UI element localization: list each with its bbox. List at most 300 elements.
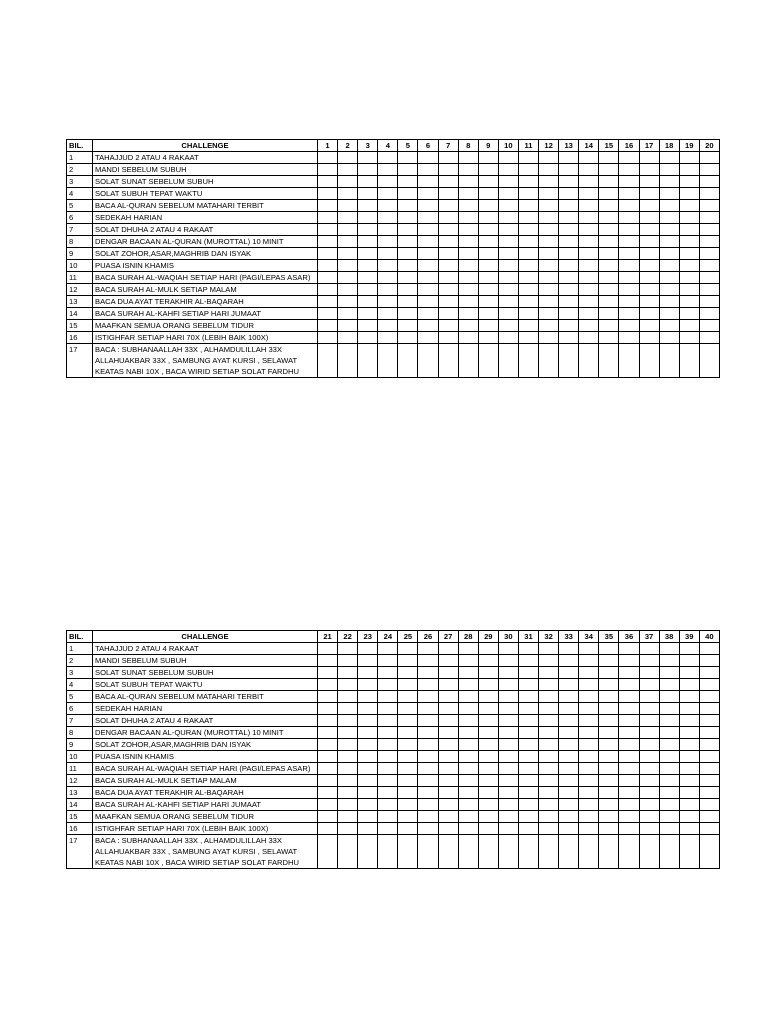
- day-checkbox-cell[interactable]: [639, 799, 659, 811]
- day-checkbox-cell[interactable]: [699, 823, 719, 835]
- day-checkbox-cell[interactable]: [438, 152, 458, 164]
- day-checkbox-cell[interactable]: [398, 236, 418, 248]
- day-checkbox-cell[interactable]: [619, 799, 639, 811]
- day-checkbox-cell[interactable]: [539, 248, 559, 260]
- day-checkbox-cell[interactable]: [679, 320, 699, 332]
- day-checkbox-cell[interactable]: [358, 188, 378, 200]
- day-checkbox-cell[interactable]: [599, 236, 619, 248]
- day-checkbox-cell[interactable]: [318, 679, 338, 691]
- day-checkbox-cell[interactable]: [559, 703, 579, 715]
- day-checkbox-cell[interactable]: [458, 188, 478, 200]
- day-checkbox-cell[interactable]: [378, 715, 398, 727]
- day-checkbox-cell[interactable]: [539, 667, 559, 679]
- day-checkbox-cell[interactable]: [619, 272, 639, 284]
- day-checkbox-cell[interactable]: [478, 775, 498, 787]
- day-checkbox-cell[interactable]: [699, 272, 719, 284]
- day-checkbox-cell[interactable]: [338, 320, 358, 332]
- day-checkbox-cell[interactable]: [679, 344, 699, 378]
- day-checkbox-cell[interactable]: [579, 296, 599, 308]
- day-checkbox-cell[interactable]: [318, 188, 338, 200]
- day-checkbox-cell[interactable]: [458, 703, 478, 715]
- day-checkbox-cell[interactable]: [539, 655, 559, 667]
- day-checkbox-cell[interactable]: [418, 188, 438, 200]
- day-checkbox-cell[interactable]: [539, 224, 559, 236]
- day-checkbox-cell[interactable]: [679, 164, 699, 176]
- day-checkbox-cell[interactable]: [518, 715, 538, 727]
- day-checkbox-cell[interactable]: [438, 284, 458, 296]
- day-checkbox-cell[interactable]: [498, 835, 518, 869]
- day-checkbox-cell[interactable]: [679, 715, 699, 727]
- day-checkbox-cell[interactable]: [679, 284, 699, 296]
- day-checkbox-cell[interactable]: [458, 176, 478, 188]
- day-checkbox-cell[interactable]: [398, 823, 418, 835]
- day-checkbox-cell[interactable]: [518, 643, 538, 655]
- day-checkbox-cell[interactable]: [358, 164, 378, 176]
- day-checkbox-cell[interactable]: [358, 224, 378, 236]
- day-checkbox-cell[interactable]: [318, 296, 338, 308]
- day-checkbox-cell[interactable]: [699, 763, 719, 775]
- day-checkbox-cell[interactable]: [318, 248, 338, 260]
- day-checkbox-cell[interactable]: [338, 212, 358, 224]
- day-checkbox-cell[interactable]: [699, 739, 719, 751]
- day-checkbox-cell[interactable]: [539, 152, 559, 164]
- day-checkbox-cell[interactable]: [358, 176, 378, 188]
- day-checkbox-cell[interactable]: [599, 164, 619, 176]
- day-checkbox-cell[interactable]: [539, 164, 559, 176]
- day-checkbox-cell[interactable]: [679, 224, 699, 236]
- day-checkbox-cell[interactable]: [579, 679, 599, 691]
- day-checkbox-cell[interactable]: [378, 835, 398, 869]
- day-checkbox-cell[interactable]: [699, 344, 719, 378]
- day-checkbox-cell[interactable]: [579, 212, 599, 224]
- day-checkbox-cell[interactable]: [599, 799, 619, 811]
- day-checkbox-cell[interactable]: [559, 332, 579, 344]
- day-checkbox-cell[interactable]: [358, 835, 378, 869]
- day-checkbox-cell[interactable]: [318, 739, 338, 751]
- day-checkbox-cell[interactable]: [378, 164, 398, 176]
- day-checkbox-cell[interactable]: [699, 655, 719, 667]
- day-checkbox-cell[interactable]: [699, 320, 719, 332]
- day-checkbox-cell[interactable]: [318, 823, 338, 835]
- day-checkbox-cell[interactable]: [579, 236, 599, 248]
- day-checkbox-cell[interactable]: [358, 248, 378, 260]
- day-checkbox-cell[interactable]: [599, 655, 619, 667]
- day-checkbox-cell[interactable]: [559, 320, 579, 332]
- day-checkbox-cell[interactable]: [659, 655, 679, 667]
- day-checkbox-cell[interactable]: [599, 835, 619, 869]
- day-checkbox-cell[interactable]: [318, 835, 338, 869]
- day-checkbox-cell[interactable]: [378, 691, 398, 703]
- day-checkbox-cell[interactable]: [358, 296, 378, 308]
- day-checkbox-cell[interactable]: [619, 691, 639, 703]
- day-checkbox-cell[interactable]: [358, 320, 378, 332]
- day-checkbox-cell[interactable]: [539, 751, 559, 763]
- day-checkbox-cell[interactable]: [358, 775, 378, 787]
- day-checkbox-cell[interactable]: [338, 679, 358, 691]
- day-checkbox-cell[interactable]: [659, 727, 679, 739]
- day-checkbox-cell[interactable]: [679, 212, 699, 224]
- day-checkbox-cell[interactable]: [559, 200, 579, 212]
- day-checkbox-cell[interactable]: [639, 727, 659, 739]
- day-checkbox-cell[interactable]: [699, 248, 719, 260]
- day-checkbox-cell[interactable]: [579, 284, 599, 296]
- day-checkbox-cell[interactable]: [699, 691, 719, 703]
- day-checkbox-cell[interactable]: [478, 799, 498, 811]
- day-checkbox-cell[interactable]: [619, 703, 639, 715]
- day-checkbox-cell[interactable]: [599, 811, 619, 823]
- day-checkbox-cell[interactable]: [338, 200, 358, 212]
- day-checkbox-cell[interactable]: [498, 332, 518, 344]
- day-checkbox-cell[interactable]: [559, 763, 579, 775]
- day-checkbox-cell[interactable]: [659, 260, 679, 272]
- day-checkbox-cell[interactable]: [338, 272, 358, 284]
- day-checkbox-cell[interactable]: [318, 727, 338, 739]
- day-checkbox-cell[interactable]: [358, 799, 378, 811]
- day-checkbox-cell[interactable]: [518, 727, 538, 739]
- day-checkbox-cell[interactable]: [378, 655, 398, 667]
- day-checkbox-cell[interactable]: [599, 763, 619, 775]
- day-checkbox-cell[interactable]: [498, 188, 518, 200]
- day-checkbox-cell[interactable]: [358, 212, 378, 224]
- day-checkbox-cell[interactable]: [398, 703, 418, 715]
- day-checkbox-cell[interactable]: [478, 715, 498, 727]
- day-checkbox-cell[interactable]: [659, 691, 679, 703]
- day-checkbox-cell[interactable]: [318, 667, 338, 679]
- day-checkbox-cell[interactable]: [659, 176, 679, 188]
- day-checkbox-cell[interactable]: [358, 200, 378, 212]
- day-checkbox-cell[interactable]: [438, 643, 458, 655]
- day-checkbox-cell[interactable]: [639, 332, 659, 344]
- day-checkbox-cell[interactable]: [358, 823, 378, 835]
- day-checkbox-cell[interactable]: [579, 272, 599, 284]
- day-checkbox-cell[interactable]: [579, 715, 599, 727]
- day-checkbox-cell[interactable]: [458, 811, 478, 823]
- day-checkbox-cell[interactable]: [559, 272, 579, 284]
- day-checkbox-cell[interactable]: [518, 320, 538, 332]
- day-checkbox-cell[interactable]: [579, 787, 599, 799]
- day-checkbox-cell[interactable]: [639, 152, 659, 164]
- day-checkbox-cell[interactable]: [438, 751, 458, 763]
- day-checkbox-cell[interactable]: [639, 667, 659, 679]
- day-checkbox-cell[interactable]: [579, 763, 599, 775]
- day-checkbox-cell[interactable]: [418, 236, 438, 248]
- day-checkbox-cell[interactable]: [639, 811, 659, 823]
- day-checkbox-cell[interactable]: [318, 308, 338, 320]
- day-checkbox-cell[interactable]: [579, 164, 599, 176]
- day-checkbox-cell[interactable]: [579, 224, 599, 236]
- day-checkbox-cell[interactable]: [579, 176, 599, 188]
- day-checkbox-cell[interactable]: [679, 727, 699, 739]
- day-checkbox-cell[interactable]: [559, 164, 579, 176]
- day-checkbox-cell[interactable]: [559, 212, 579, 224]
- day-checkbox-cell[interactable]: [378, 703, 398, 715]
- day-checkbox-cell[interactable]: [539, 320, 559, 332]
- day-checkbox-cell[interactable]: [518, 200, 538, 212]
- day-checkbox-cell[interactable]: [458, 212, 478, 224]
- day-checkbox-cell[interactable]: [418, 344, 438, 378]
- day-checkbox-cell[interactable]: [619, 739, 639, 751]
- day-checkbox-cell[interactable]: [438, 236, 458, 248]
- day-checkbox-cell[interactable]: [699, 164, 719, 176]
- day-checkbox-cell[interactable]: [599, 296, 619, 308]
- day-checkbox-cell[interactable]: [418, 763, 438, 775]
- day-checkbox-cell[interactable]: [579, 200, 599, 212]
- day-checkbox-cell[interactable]: [438, 727, 458, 739]
- day-checkbox-cell[interactable]: [478, 224, 498, 236]
- day-checkbox-cell[interactable]: [539, 691, 559, 703]
- day-checkbox-cell[interactable]: [659, 667, 679, 679]
- day-checkbox-cell[interactable]: [599, 679, 619, 691]
- day-checkbox-cell[interactable]: [318, 284, 338, 296]
- day-checkbox-cell[interactable]: [639, 691, 659, 703]
- day-checkbox-cell[interactable]: [559, 667, 579, 679]
- day-checkbox-cell[interactable]: [619, 200, 639, 212]
- day-checkbox-cell[interactable]: [458, 763, 478, 775]
- day-checkbox-cell[interactable]: [378, 679, 398, 691]
- day-checkbox-cell[interactable]: [318, 703, 338, 715]
- day-checkbox-cell[interactable]: [458, 320, 478, 332]
- day-checkbox-cell[interactable]: [579, 751, 599, 763]
- day-checkbox-cell[interactable]: [518, 655, 538, 667]
- day-checkbox-cell[interactable]: [599, 152, 619, 164]
- day-checkbox-cell[interactable]: [559, 152, 579, 164]
- day-checkbox-cell[interactable]: [498, 308, 518, 320]
- day-checkbox-cell[interactable]: [378, 332, 398, 344]
- day-checkbox-cell[interactable]: [539, 715, 559, 727]
- day-checkbox-cell[interactable]: [639, 272, 659, 284]
- day-checkbox-cell[interactable]: [579, 152, 599, 164]
- day-checkbox-cell[interactable]: [659, 236, 679, 248]
- day-checkbox-cell[interactable]: [559, 715, 579, 727]
- day-checkbox-cell[interactable]: [498, 224, 518, 236]
- day-checkbox-cell[interactable]: [338, 344, 358, 378]
- day-checkbox-cell[interactable]: [518, 691, 538, 703]
- day-checkbox-cell[interactable]: [478, 835, 498, 869]
- day-checkbox-cell[interactable]: [418, 200, 438, 212]
- day-checkbox-cell[interactable]: [398, 763, 418, 775]
- day-checkbox-cell[interactable]: [398, 739, 418, 751]
- day-checkbox-cell[interactable]: [518, 835, 538, 869]
- day-checkbox-cell[interactable]: [498, 236, 518, 248]
- day-checkbox-cell[interactable]: [398, 344, 418, 378]
- day-checkbox-cell[interactable]: [679, 272, 699, 284]
- day-checkbox-cell[interactable]: [619, 188, 639, 200]
- day-checkbox-cell[interactable]: [418, 164, 438, 176]
- day-checkbox-cell[interactable]: [498, 691, 518, 703]
- day-checkbox-cell[interactable]: [458, 667, 478, 679]
- day-checkbox-cell[interactable]: [338, 296, 358, 308]
- day-checkbox-cell[interactable]: [418, 332, 438, 344]
- day-checkbox-cell[interactable]: [458, 823, 478, 835]
- day-checkbox-cell[interactable]: [378, 188, 398, 200]
- day-checkbox-cell[interactable]: [418, 176, 438, 188]
- day-checkbox-cell[interactable]: [478, 655, 498, 667]
- day-checkbox-cell[interactable]: [378, 224, 398, 236]
- day-checkbox-cell[interactable]: [438, 308, 458, 320]
- day-checkbox-cell[interactable]: [318, 751, 338, 763]
- day-checkbox-cell[interactable]: [699, 188, 719, 200]
- day-checkbox-cell[interactable]: [579, 188, 599, 200]
- day-checkbox-cell[interactable]: [639, 284, 659, 296]
- day-checkbox-cell[interactable]: [338, 727, 358, 739]
- day-checkbox-cell[interactable]: [619, 320, 639, 332]
- day-checkbox-cell[interactable]: [599, 715, 619, 727]
- day-checkbox-cell[interactable]: [679, 679, 699, 691]
- day-checkbox-cell[interactable]: [318, 272, 338, 284]
- day-checkbox-cell[interactable]: [518, 308, 538, 320]
- day-checkbox-cell[interactable]: [579, 643, 599, 655]
- day-checkbox-cell[interactable]: [398, 296, 418, 308]
- day-checkbox-cell[interactable]: [338, 224, 358, 236]
- day-checkbox-cell[interactable]: [539, 727, 559, 739]
- day-checkbox-cell[interactable]: [659, 344, 679, 378]
- day-checkbox-cell[interactable]: [398, 188, 418, 200]
- day-checkbox-cell[interactable]: [579, 823, 599, 835]
- day-checkbox-cell[interactable]: [659, 775, 679, 787]
- day-checkbox-cell[interactable]: [639, 176, 659, 188]
- day-checkbox-cell[interactable]: [518, 344, 538, 378]
- day-checkbox-cell[interactable]: [398, 655, 418, 667]
- day-checkbox-cell[interactable]: [338, 308, 358, 320]
- day-checkbox-cell[interactable]: [438, 176, 458, 188]
- day-checkbox-cell[interactable]: [398, 320, 418, 332]
- day-checkbox-cell[interactable]: [358, 715, 378, 727]
- day-checkbox-cell[interactable]: [378, 787, 398, 799]
- day-checkbox-cell[interactable]: [579, 835, 599, 869]
- day-checkbox-cell[interactable]: [599, 332, 619, 344]
- day-checkbox-cell[interactable]: [659, 643, 679, 655]
- day-checkbox-cell[interactable]: [418, 739, 438, 751]
- day-checkbox-cell[interactable]: [418, 284, 438, 296]
- day-checkbox-cell[interactable]: [518, 811, 538, 823]
- day-checkbox-cell[interactable]: [438, 212, 458, 224]
- day-checkbox-cell[interactable]: [478, 811, 498, 823]
- day-checkbox-cell[interactable]: [358, 643, 378, 655]
- day-checkbox-cell[interactable]: [639, 715, 659, 727]
- day-checkbox-cell[interactable]: [318, 260, 338, 272]
- day-checkbox-cell[interactable]: [679, 667, 699, 679]
- day-checkbox-cell[interactable]: [398, 643, 418, 655]
- day-checkbox-cell[interactable]: [498, 176, 518, 188]
- day-checkbox-cell[interactable]: [619, 655, 639, 667]
- day-checkbox-cell[interactable]: [438, 703, 458, 715]
- day-checkbox-cell[interactable]: [518, 296, 538, 308]
- day-checkbox-cell[interactable]: [599, 691, 619, 703]
- day-checkbox-cell[interactable]: [639, 835, 659, 869]
- day-checkbox-cell[interactable]: [539, 284, 559, 296]
- day-checkbox-cell[interactable]: [619, 715, 639, 727]
- day-checkbox-cell[interactable]: [498, 164, 518, 176]
- day-checkbox-cell[interactable]: [559, 823, 579, 835]
- day-checkbox-cell[interactable]: [599, 272, 619, 284]
- day-checkbox-cell[interactable]: [458, 691, 478, 703]
- day-checkbox-cell[interactable]: [639, 823, 659, 835]
- day-checkbox-cell[interactable]: [659, 152, 679, 164]
- day-checkbox-cell[interactable]: [418, 835, 438, 869]
- day-checkbox-cell[interactable]: [478, 667, 498, 679]
- day-checkbox-cell[interactable]: [559, 236, 579, 248]
- day-checkbox-cell[interactable]: [639, 739, 659, 751]
- day-checkbox-cell[interactable]: [619, 236, 639, 248]
- day-checkbox-cell[interactable]: [619, 332, 639, 344]
- day-checkbox-cell[interactable]: [438, 763, 458, 775]
- day-checkbox-cell[interactable]: [639, 224, 659, 236]
- day-checkbox-cell[interactable]: [539, 703, 559, 715]
- day-checkbox-cell[interactable]: [438, 188, 458, 200]
- day-checkbox-cell[interactable]: [358, 272, 378, 284]
- day-checkbox-cell[interactable]: [639, 248, 659, 260]
- day-checkbox-cell[interactable]: [478, 176, 498, 188]
- day-checkbox-cell[interactable]: [338, 164, 358, 176]
- day-checkbox-cell[interactable]: [539, 212, 559, 224]
- day-checkbox-cell[interactable]: [679, 811, 699, 823]
- day-checkbox-cell[interactable]: [438, 691, 458, 703]
- day-checkbox-cell[interactable]: [418, 212, 438, 224]
- day-checkbox-cell[interactable]: [539, 272, 559, 284]
- day-checkbox-cell[interactable]: [559, 739, 579, 751]
- day-checkbox-cell[interactable]: [659, 739, 679, 751]
- day-checkbox-cell[interactable]: [378, 272, 398, 284]
- day-checkbox-cell[interactable]: [539, 176, 559, 188]
- day-checkbox-cell[interactable]: [518, 176, 538, 188]
- day-checkbox-cell[interactable]: [358, 308, 378, 320]
- day-checkbox-cell[interactable]: [378, 763, 398, 775]
- day-checkbox-cell[interactable]: [559, 188, 579, 200]
- day-checkbox-cell[interactable]: [659, 320, 679, 332]
- day-checkbox-cell[interactable]: [418, 727, 438, 739]
- day-checkbox-cell[interactable]: [498, 823, 518, 835]
- day-checkbox-cell[interactable]: [318, 344, 338, 378]
- day-checkbox-cell[interactable]: [559, 248, 579, 260]
- day-checkbox-cell[interactable]: [639, 775, 659, 787]
- day-checkbox-cell[interactable]: [398, 787, 418, 799]
- day-checkbox-cell[interactable]: [599, 787, 619, 799]
- day-checkbox-cell[interactable]: [579, 332, 599, 344]
- day-checkbox-cell[interactable]: [338, 703, 358, 715]
- day-checkbox-cell[interactable]: [619, 296, 639, 308]
- day-checkbox-cell[interactable]: [659, 332, 679, 344]
- day-checkbox-cell[interactable]: [358, 763, 378, 775]
- day-checkbox-cell[interactable]: [639, 308, 659, 320]
- day-checkbox-cell[interactable]: [518, 188, 538, 200]
- day-checkbox-cell[interactable]: [438, 272, 458, 284]
- day-checkbox-cell[interactable]: [358, 260, 378, 272]
- day-checkbox-cell[interactable]: [659, 224, 679, 236]
- day-checkbox-cell[interactable]: [398, 811, 418, 823]
- day-checkbox-cell[interactable]: [579, 775, 599, 787]
- day-checkbox-cell[interactable]: [338, 787, 358, 799]
- day-checkbox-cell[interactable]: [639, 643, 659, 655]
- day-checkbox-cell[interactable]: [378, 296, 398, 308]
- day-checkbox-cell[interactable]: [438, 248, 458, 260]
- day-checkbox-cell[interactable]: [478, 212, 498, 224]
- day-checkbox-cell[interactable]: [378, 176, 398, 188]
- day-checkbox-cell[interactable]: [358, 679, 378, 691]
- day-checkbox-cell[interactable]: [518, 152, 538, 164]
- day-checkbox-cell[interactable]: [679, 248, 699, 260]
- day-checkbox-cell[interactable]: [378, 200, 398, 212]
- day-checkbox-cell[interactable]: [498, 260, 518, 272]
- day-checkbox-cell[interactable]: [478, 679, 498, 691]
- day-checkbox-cell[interactable]: [639, 200, 659, 212]
- day-checkbox-cell[interactable]: [599, 727, 619, 739]
- day-checkbox-cell[interactable]: [498, 799, 518, 811]
- day-checkbox-cell[interactable]: [338, 248, 358, 260]
- day-checkbox-cell[interactable]: [418, 751, 438, 763]
- day-checkbox-cell[interactable]: [619, 823, 639, 835]
- day-checkbox-cell[interactable]: [679, 835, 699, 869]
- day-checkbox-cell[interactable]: [338, 152, 358, 164]
